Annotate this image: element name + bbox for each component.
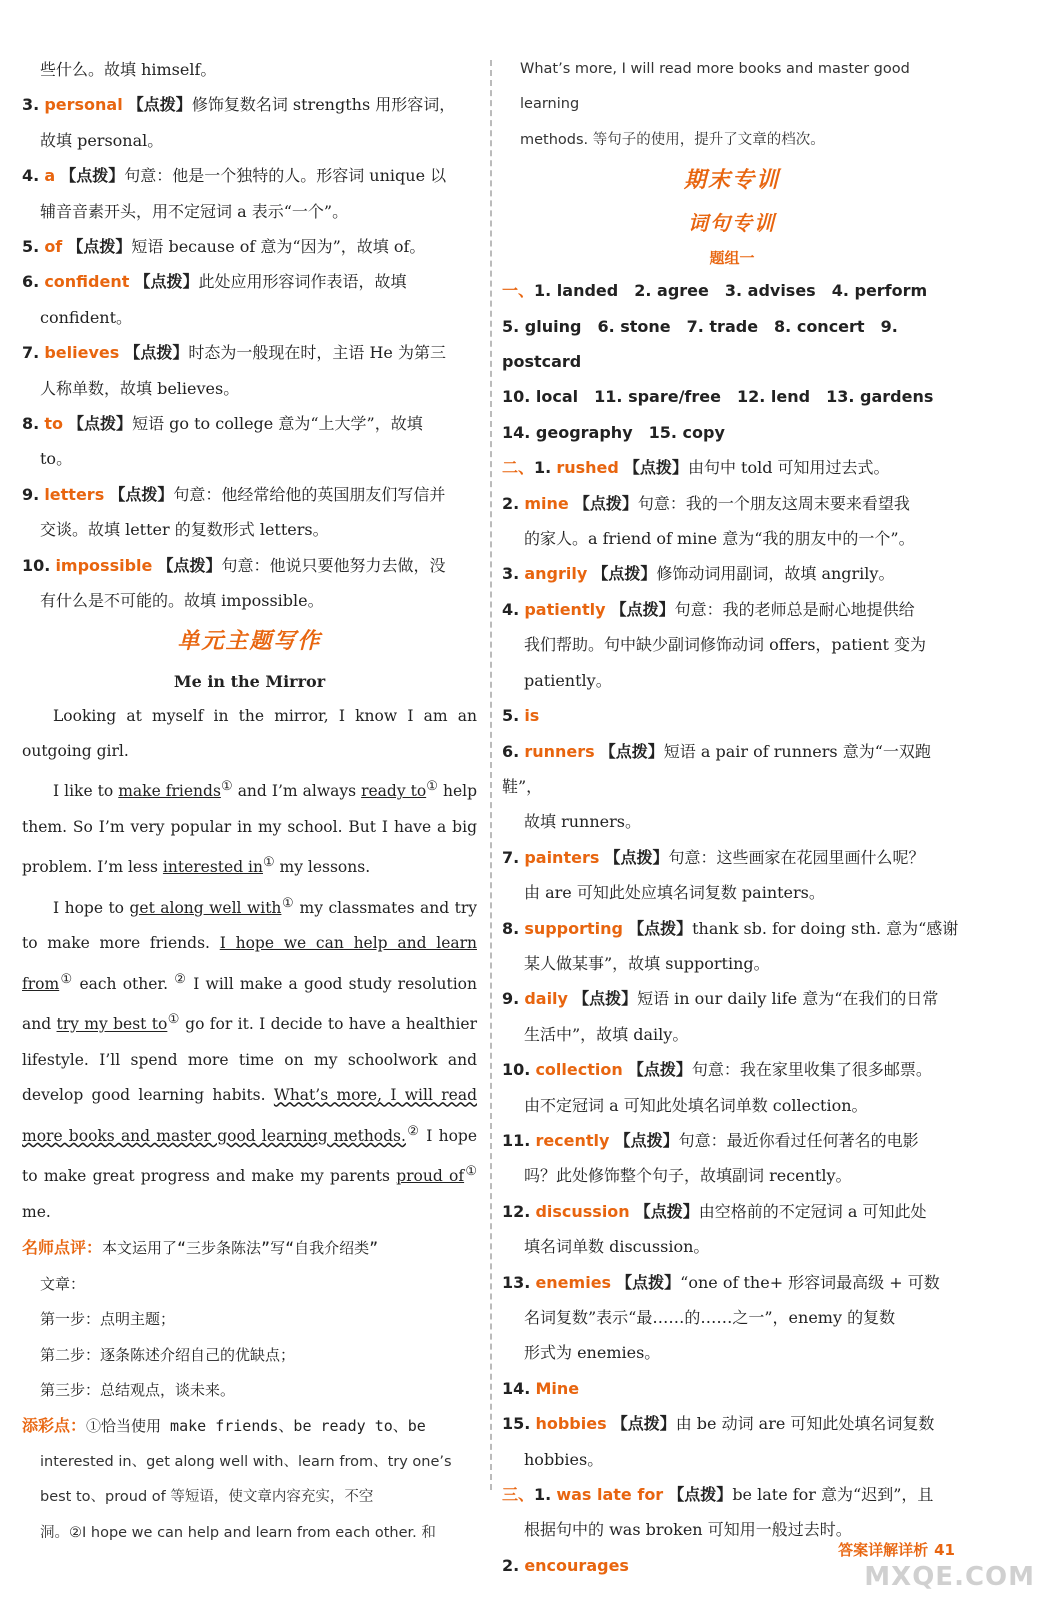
footer-label: 答案详解详析 <box>838 1541 929 1559</box>
explanation-text: 句意：这些画家在花园里画什么呢？ <box>668 847 925 867</box>
item-number: 10. <box>22 555 51 575</box>
item-number: 7. <box>502 847 520 867</box>
item-number: 9. <box>22 484 40 504</box>
answer-word: rushed <box>556 458 619 478</box>
answer-word: is <box>524 706 540 726</box>
word-answer: 12. lend <box>736 387 811 407</box>
section-label: 二、 <box>502 458 535 478</box>
item-number: 9. <box>502 989 520 1009</box>
left-answer-list <box>22 87 477 618</box>
right-continued-line-1: What’s more, I will read more books and master good learning <box>520 61 910 113</box>
answer-word: mine <box>524 493 569 513</box>
explanation-text: “one of the+ 形容词最高级 + 可数 <box>680 1272 940 1292</box>
hint-tag: 【点拨】 <box>573 493 638 513</box>
answer-item <box>502 981 962 1016</box>
answer-word: to <box>44 414 63 434</box>
answer-word: encourages <box>524 1555 629 1575</box>
item-number: 15. <box>502 1414 531 1434</box>
item-number: 6. <box>22 272 40 292</box>
title-word-sentence: 词句专训 <box>688 211 776 236</box>
answer-item <box>502 1406 962 1441</box>
explanation-line: 填名词单数 discussion。 <box>524 1237 710 1257</box>
explanation-line: 由 are 可知此处应填名词复数 painters。 <box>524 883 825 903</box>
explanation-line: patiently。 <box>524 670 612 690</box>
comment-line-2: 文章： <box>40 1274 86 1293</box>
answer-word: letters <box>44 484 105 504</box>
hint-tag: 【点拨】 <box>592 564 657 584</box>
explanation-line: 故填 runners。 <box>524 812 641 832</box>
word-answer-row <box>502 309 962 380</box>
item-number: 8. <box>502 918 520 938</box>
highlight-notes <box>22 1408 477 1551</box>
answer-word: confident <box>44 272 130 292</box>
word-answer-row <box>502 379 962 414</box>
answer-word: discussion <box>535 1201 630 1221</box>
hint-tag: 【点拨】 <box>604 847 669 867</box>
explanation-text: 句意：他是一个独特的人。形容词 unique 以 <box>124 166 447 186</box>
item-number: 14. <box>502 1378 531 1398</box>
highlight-line-1: 添彩点：①恰当使用 make friends、be ready to、be <box>22 1416 426 1436</box>
answer-word: daily <box>524 989 568 1009</box>
explanation-line: hobbies。 <box>524 1449 604 1469</box>
answer-word: collection <box>535 1060 623 1080</box>
explanation-text: 句意：最近你看过任何著名的电影 <box>678 1130 919 1150</box>
title-final-training: 期末专训 <box>683 168 780 194</box>
explanation-line: 有什么是不可能的。故填 impossible。 <box>40 591 324 611</box>
explanation-text: 句意：我的一个朋友这周末要来看望我 <box>637 493 910 513</box>
essay-body <box>22 699 477 1231</box>
word-answer: 6. stone <box>597 316 671 336</box>
hint-tag: 【点拨】 <box>573 989 638 1009</box>
answer-word: patiently <box>524 599 606 619</box>
hint-tag: 【点拨】 <box>634 1201 699 1221</box>
section-one <box>502 273 962 450</box>
answer-word: recently <box>535 1130 610 1150</box>
answer-word: angrily <box>524 564 588 584</box>
answer-word: Mine <box>535 1378 580 1398</box>
hint-tag: 【点拨】 <box>623 458 688 478</box>
essay-paragraph-2: I like to make friends① and I’m always ready to① help them. So I’m very popular in my school. But I have a big problem. I’m less interested in① my lessons. <box>22 779 477 877</box>
explanation-text: 修饰复数名词 strengths 用形容词， <box>191 95 456 115</box>
item-number: 3. <box>502 564 520 584</box>
hint-tag: 【点拨】 <box>599 741 664 761</box>
item-number: 12. <box>502 1201 531 1221</box>
word-answer: 3. advises <box>724 281 816 301</box>
word-answer: 10. local <box>502 387 579 407</box>
word-answer: 15. copy <box>648 422 725 442</box>
explanation-text: 句意：他说只要他努力去做，没 <box>221 555 446 575</box>
answer-item <box>502 1052 962 1087</box>
hint-tag: 【点拨】 <box>68 414 133 434</box>
explanation-text: 句意：我在家里收集了很多邮票。 <box>691 1060 932 1080</box>
right-column <box>502 52 962 1583</box>
word-answer: 2. agree <box>634 281 709 301</box>
word-answer: 5. gluing <box>502 316 582 336</box>
explanation-text: 句意：我的老师总是耐心地提供给 <box>674 599 915 619</box>
hint-tag: 【点拨】 <box>628 918 693 938</box>
explanation-line: 吗？此处修饰整个句子，故填副词 recently。 <box>524 1166 852 1186</box>
hint-tag: 【点拨】 <box>616 1272 681 1292</box>
explanation-text: 由空格前的不定冠词 a 可知此处 <box>698 1201 927 1221</box>
answer-word: painters <box>524 847 600 867</box>
explanation-line: 交谈。故填 letter 的复数形式 letters。 <box>40 520 329 540</box>
explanation-text: thank sb. for doing sth. 意为“感谢 <box>692 918 959 938</box>
hint-tag: 【点拨】 <box>668 1485 733 1505</box>
comment-line-5: 第三步：总结观点，谈未来。 <box>40 1380 236 1399</box>
hint-tag: 【点拨】 <box>610 599 675 619</box>
explanation-text: 时态为一般现在时，主语 He 为第三 <box>188 343 446 363</box>
answer-word: personal <box>44 95 123 115</box>
answer-item <box>502 556 962 591</box>
item-number: 2. <box>502 1555 520 1575</box>
answer-item <box>502 486 962 521</box>
page-footer <box>838 1539 955 1560</box>
answer-item <box>22 264 477 299</box>
word-answer: 4. perform <box>831 281 928 301</box>
explanation-line: 根据句中的 was broken 可知用一般过去时。 <box>524 1520 852 1540</box>
item-number: 13. <box>502 1272 531 1292</box>
column-divider <box>490 60 492 1490</box>
answer-item <box>22 477 477 512</box>
essay-title: Me in the Mirror <box>173 671 326 691</box>
hint-tag: 【点拨】 <box>627 1060 692 1080</box>
explanation-text: 句意：他经常给他的英国朋友们写信并 <box>173 484 446 504</box>
section-title-writing: 单元主题写作 <box>177 628 322 654</box>
word-answer-row <box>502 273 962 308</box>
hint-tag: 【点拨】 <box>614 1130 679 1150</box>
answer-word: enemies <box>535 1272 612 1292</box>
answer-item <box>22 158 477 193</box>
answer-word: was late for <box>556 1485 664 1505</box>
essay-paragraph-3: I hope to get along well with① my classmates and try to make more friends. I hope we can help and learn from① each other. ② I will make a good study resolution and try my best to① go for it. I decide to have a healthier lifestyle. I’ll spend more time on my schoolwork and develop good learning habits. What’s more, I will read more books and master good learning methods.② I hope to make great progress and make my parents proud of① me. <box>22 895 478 1221</box>
answer-word: believes <box>44 343 120 363</box>
highlight-line-4: 洞。②I hope we can help and learn from each other. 和 <box>40 1524 436 1541</box>
explanation-text: 由句中 told 可知用过去式。 <box>687 458 890 478</box>
page-number: 41 <box>934 1541 955 1559</box>
answer-word: hobbies <box>535 1414 607 1434</box>
right-continued-line-2: methods. 等句子的使用，提升了文章的档次。 <box>520 131 825 148</box>
item-number: 3. <box>22 95 40 115</box>
explanation-text: 短语 because of 意为“因为”，故填 of。 <box>131 237 426 257</box>
item-number: 7. <box>22 343 40 363</box>
answer-item <box>22 335 477 370</box>
section-label: 一、 <box>502 281 535 301</box>
item-number: 10. <box>502 1060 531 1080</box>
answer-word: a <box>44 166 56 186</box>
title-group-one: 题组一 <box>709 249 755 268</box>
item-number: 1. <box>534 458 552 478</box>
hint-tag: 【点拨】 <box>127 95 192 115</box>
answer-item <box>502 911 962 946</box>
hint-tag: 【点拨】 <box>109 484 174 504</box>
hint-tag: 【点拨】 <box>124 343 189 363</box>
comment-line-4: 第二步：逐条陈述介绍自己的优缺点； <box>40 1345 296 1364</box>
comment-label: 名师点评： <box>22 1238 103 1258</box>
explanation-line: 我们帮助。句中缺少副词修饰动词 offers，patient 变为 <box>524 635 927 655</box>
hint-tag: 【点拨】 <box>157 555 222 575</box>
essay-paragraph-1: Looking at myself in the mirror, I know I am an outgoing girl. <box>22 706 477 760</box>
explanation-line: 故填 personal。 <box>40 130 164 150</box>
word-answer: 8. concert <box>774 316 865 336</box>
answer-word: supporting <box>524 918 623 938</box>
word-answer: 14. geography <box>502 422 633 442</box>
explanation-line: 名词复数”表示“最……的……之一”，enemy 的复数 <box>524 1308 896 1327</box>
explanation-text: 此处应用形容词作表语，故填 <box>198 272 407 292</box>
answer-word: runners <box>524 741 595 761</box>
explanation-line: 的家人。a friend of mine 意为“我的朋友中的一个”。 <box>524 529 915 549</box>
hint-tag: 【点拨】 <box>134 272 199 292</box>
continued-text: 些什么。故填 himself。 <box>40 60 217 79</box>
item-number: 4. <box>502 599 520 619</box>
highlight-line-3: best to、proud of 等短语，使文章内容充实，不空 <box>40 1489 374 1506</box>
answer-item <box>22 548 477 583</box>
item-number: 5. <box>502 706 520 726</box>
explanation-text: 由 be 动词 are 可知此处填名词复数 <box>675 1414 935 1434</box>
teacher-comment <box>22 1230 477 1408</box>
word-answer: 13. gardens <box>826 387 934 407</box>
explanation-line: 由不定冠词 a 可知此处填名词单数 collection。 <box>524 1095 868 1115</box>
explanation-line: 生活中”，故填 daily。 <box>524 1024 689 1044</box>
explanation-text: 短语 in our daily life 意为“在我们的日常 <box>637 989 939 1009</box>
explanation-text: 短语 go to college 意为“上大学”，故填 <box>132 414 423 434</box>
highlight-line-2: interested in、get along well with、learn from、try one’s <box>40 1453 452 1470</box>
section-label: 三、 <box>502 1485 535 1505</box>
word-answer-row <box>502 415 962 450</box>
answer-item <box>502 450 962 485</box>
answer-item <box>502 1477 962 1512</box>
left-column <box>22 52 477 1551</box>
answer-item <box>22 229 477 264</box>
explanation-line: to。 <box>40 449 73 469</box>
answer-item <box>502 1265 962 1300</box>
section-two <box>502 450 962 1477</box>
item-number: 8. <box>22 414 40 434</box>
answer-item <box>22 406 477 441</box>
item-number: 5. <box>22 237 40 257</box>
highlight-label: 添彩点： <box>22 1416 87 1436</box>
word-answer: 9. postcard <box>502 316 898 372</box>
explanation-text: be late for 意为“迟到”，且 <box>732 1485 934 1505</box>
explanation-line: 某人做某事”，故填 supporting。 <box>524 953 770 973</box>
word-answer: 7. trade <box>686 316 759 336</box>
comment-line-1: 名师点评：本文运用了“三步条陈法”写“自我介绍类” <box>22 1238 379 1258</box>
explanation-line: 形式为 enemies。 <box>524 1343 661 1363</box>
word-answer: 11. spare/free <box>594 387 721 407</box>
item-number: 6. <box>502 741 520 761</box>
watermark-logo: MXQE.COM <box>864 1562 1035 1592</box>
hint-tag: 【点拨】 <box>67 237 132 257</box>
hint-tag: 【点拨】 <box>611 1414 676 1434</box>
item-number: 11. <box>502 1130 531 1150</box>
answer-item <box>502 1194 962 1229</box>
explanation-line: 辅音音素开头，用不定冠词 a 表示“一个”。 <box>40 201 349 221</box>
item-number: 4. <box>22 166 40 186</box>
explanation-line: 人称单数，故填 believes。 <box>40 378 240 398</box>
comment-line-3: 第一步：点明主题； <box>40 1310 176 1329</box>
answer-item <box>502 592 962 627</box>
item-number: 2. <box>502 493 520 513</box>
explanation-line: confident。 <box>40 307 133 327</box>
answer-item <box>502 1371 962 1406</box>
item-number: 1. <box>534 1485 552 1505</box>
answer-item <box>502 840 962 875</box>
answer-word: of <box>44 237 63 257</box>
answer-item <box>502 1123 962 1158</box>
answer-item <box>22 87 477 122</box>
hint-tag: 【点拨】 <box>60 166 125 186</box>
explanation-text: 修饰动词用副词，故填 angrily。 <box>656 564 895 584</box>
explanation-text: 短语 a pair of runners 意为“一双跑鞋”， <box>502 741 931 796</box>
word-answer: 1. landed <box>534 281 619 301</box>
answer-word: impossible <box>55 555 153 575</box>
answer-item <box>502 698 962 733</box>
answer-item <box>502 734 962 805</box>
